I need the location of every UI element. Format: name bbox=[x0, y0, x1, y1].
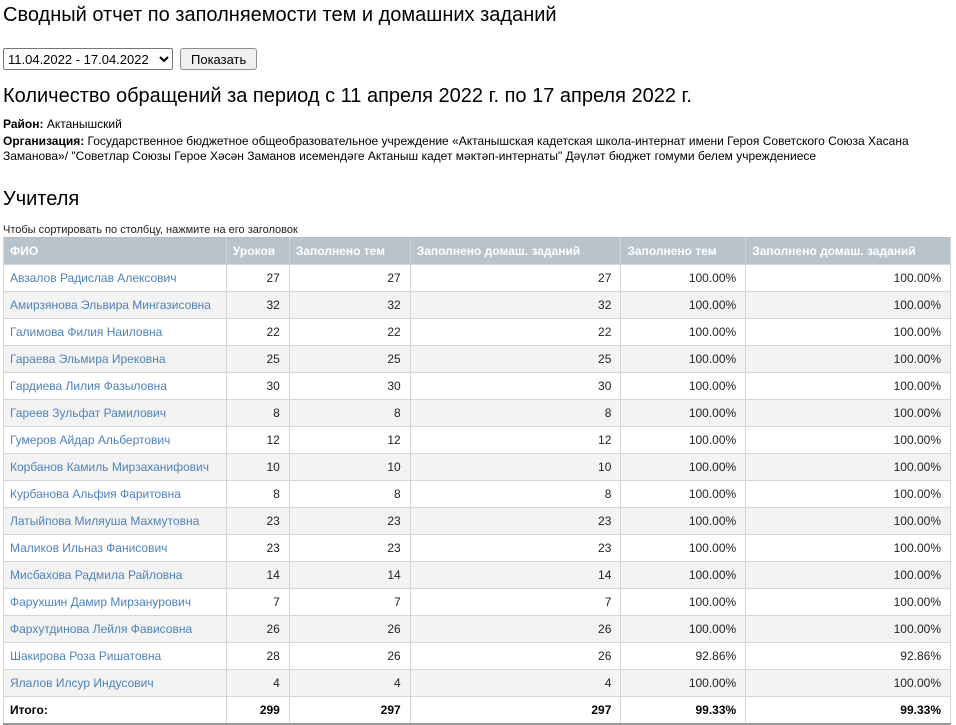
value-cell: 100.00% bbox=[746, 480, 951, 507]
table-row bbox=[4, 534, 951, 561]
total-value-cell: 99.33% bbox=[621, 696, 746, 724]
table-row bbox=[4, 588, 951, 615]
value-cell: 100.00% bbox=[621, 291, 746, 318]
teacher-name-link[interactable]: Гумеров Айдар Альбертович bbox=[10, 432, 171, 447]
value-cell: 92.86% bbox=[621, 642, 746, 669]
table-header-row bbox=[4, 237, 951, 264]
value-cell: 27 bbox=[289, 264, 410, 291]
value-cell: 23 bbox=[226, 534, 289, 561]
district-line bbox=[3, 117, 953, 133]
teacher-name-cell bbox=[4, 426, 227, 453]
value-cell: 26 bbox=[289, 615, 410, 642]
value-cell: 100.00% bbox=[746, 291, 951, 318]
value-cell: 100.00% bbox=[621, 426, 746, 453]
value-cell: 23 bbox=[226, 507, 289, 534]
teacher-name-cell bbox=[4, 669, 227, 696]
table-row bbox=[4, 399, 951, 426]
value-cell: 4 bbox=[410, 669, 621, 696]
value-cell: 23 bbox=[410, 507, 621, 534]
table-row bbox=[4, 426, 951, 453]
teacher-name-cell bbox=[4, 615, 227, 642]
value-cell: 8 bbox=[289, 399, 410, 426]
value-cell: 8 bbox=[410, 399, 621, 426]
total-row bbox=[4, 696, 951, 724]
report-meta bbox=[3, 117, 953, 165]
value-cell: 100.00% bbox=[621, 480, 746, 507]
organization-line bbox=[3, 134, 953, 165]
value-cell: 7 bbox=[226, 588, 289, 615]
value-cell: 22 bbox=[289, 318, 410, 345]
value-cell: 100.00% bbox=[746, 345, 951, 372]
value-cell: 23 bbox=[410, 534, 621, 561]
sort-hint: Чтобы сортировать по столбцу, нажмите на его заголовок bbox=[3, 223, 298, 236]
value-cell: 8 bbox=[289, 480, 410, 507]
table-row bbox=[4, 642, 951, 669]
value-cell: 100.00% bbox=[746, 669, 951, 696]
value-cell: 14 bbox=[226, 561, 289, 588]
value-cell: 100.00% bbox=[621, 264, 746, 291]
value-cell: 100.00% bbox=[746, 264, 951, 291]
value-cell: 26 bbox=[410, 615, 621, 642]
teacher-name-link[interactable]: Фархутдинова Лейля Фависовна bbox=[10, 621, 193, 636]
value-cell: 8 bbox=[410, 480, 621, 507]
value-cell: 30 bbox=[410, 372, 621, 399]
district-label: Район: bbox=[3, 117, 44, 131]
teacher-name-link[interactable]: Амирзянова Эльвира Мингазисовна bbox=[10, 297, 211, 312]
value-cell: 12 bbox=[226, 426, 289, 453]
value-cell: 23 bbox=[289, 534, 410, 561]
organization-label: Организация: bbox=[3, 133, 85, 148]
table-row bbox=[4, 291, 951, 318]
show-button[interactable]: Показать bbox=[180, 48, 257, 70]
teacher-name-link[interactable]: Гардиева Лилия Фазыловна bbox=[10, 378, 167, 393]
total-value-cell: 299 bbox=[226, 696, 289, 724]
teacher-name-cell bbox=[4, 480, 227, 507]
value-cell: 92.86% bbox=[746, 642, 951, 669]
value-cell: 27 bbox=[226, 264, 289, 291]
value-cell: 25 bbox=[289, 345, 410, 372]
period-select[interactable] bbox=[3, 48, 173, 70]
value-cell: 26 bbox=[410, 642, 621, 669]
teacher-name-cell bbox=[4, 453, 227, 480]
value-cell: 30 bbox=[226, 372, 289, 399]
teachers-table bbox=[3, 237, 951, 725]
teacher-name-cell bbox=[4, 534, 227, 561]
value-cell: 14 bbox=[410, 561, 621, 588]
teacher-name-cell bbox=[4, 399, 227, 426]
teacher-name-link[interactable]: Фарухшин Дамир Мирзанурович bbox=[10, 594, 191, 609]
value-cell: 4 bbox=[226, 669, 289, 696]
value-cell: 4 bbox=[289, 669, 410, 696]
value-cell: 100.00% bbox=[746, 507, 951, 534]
teacher-name-cell bbox=[4, 588, 227, 615]
teacher-name-link[interactable]: Галимова Филия Наиловна bbox=[10, 324, 163, 339]
value-cell: 100.00% bbox=[746, 318, 951, 345]
teachers-heading: Учителя bbox=[3, 187, 80, 210]
teacher-name-link[interactable]: Авзалов Радислав Алексович bbox=[10, 270, 177, 285]
teacher-name-cell bbox=[4, 345, 227, 372]
value-cell: 100.00% bbox=[746, 588, 951, 615]
value-cell: 100.00% bbox=[746, 453, 951, 480]
teacher-name-cell bbox=[4, 642, 227, 669]
value-cell: 8 bbox=[226, 399, 289, 426]
district-value: Актанышский bbox=[46, 117, 122, 131]
value-cell: 100.00% bbox=[621, 669, 746, 696]
value-cell: 32 bbox=[289, 291, 410, 318]
column-header-4[interactable]: Заполнено тем bbox=[621, 237, 746, 264]
value-cell: 100.00% bbox=[746, 615, 951, 642]
teacher-name-cell bbox=[4, 318, 227, 345]
teacher-name-cell bbox=[4, 291, 227, 318]
value-cell: 10 bbox=[410, 453, 621, 480]
table-row bbox=[4, 561, 951, 588]
page-title: Сводный отчет по заполняемости тем и домашних заданий bbox=[3, 4, 557, 26]
teacher-name-cell bbox=[4, 264, 227, 291]
value-cell: 27 bbox=[410, 264, 621, 291]
table-row bbox=[4, 615, 951, 642]
report-page bbox=[0, 4, 956, 725]
total-value-cell: 99.33% bbox=[746, 696, 951, 724]
value-cell: 100.00% bbox=[621, 453, 746, 480]
value-cell: 26 bbox=[289, 642, 410, 669]
teacher-name-link[interactable]: Латыйпова Миляуша Махмутовна bbox=[10, 513, 200, 528]
value-cell: 26 bbox=[226, 615, 289, 642]
value-cell: 100.00% bbox=[746, 426, 951, 453]
teacher-name-cell bbox=[4, 561, 227, 588]
table-row bbox=[4, 669, 951, 696]
total-label-cell: Итого: bbox=[4, 696, 227, 724]
value-cell: 100.00% bbox=[746, 372, 951, 399]
value-cell: 100.00% bbox=[621, 507, 746, 534]
total-value-cell: 297 bbox=[410, 696, 621, 724]
value-cell: 22 bbox=[410, 318, 621, 345]
teacher-name-link[interactable]: Маликов Ильназ Фанисович bbox=[10, 540, 168, 555]
value-cell: 23 bbox=[289, 507, 410, 534]
value-cell: 32 bbox=[226, 291, 289, 318]
value-cell: 30 bbox=[289, 372, 410, 399]
value-cell: 10 bbox=[289, 453, 410, 480]
value-cell: 10 bbox=[226, 453, 289, 480]
value-cell: 7 bbox=[289, 588, 410, 615]
teacher-name-link[interactable]: Курбанова Альфия Фаритовна bbox=[10, 486, 181, 501]
column-header-5[interactable]: Заполнено домаш. заданий bbox=[746, 237, 951, 264]
value-cell: 32 bbox=[410, 291, 621, 318]
value-cell: 12 bbox=[410, 426, 621, 453]
table-row bbox=[4, 264, 951, 291]
value-cell: 100.00% bbox=[621, 345, 746, 372]
value-cell: 22 bbox=[226, 318, 289, 345]
value-cell: 7 bbox=[410, 588, 621, 615]
value-cell: 12 bbox=[289, 426, 410, 453]
value-cell: 100.00% bbox=[746, 561, 951, 588]
teacher-name-cell bbox=[4, 372, 227, 399]
teacher-name-link[interactable]: Мисбахова Радмила Райловна bbox=[10, 567, 183, 582]
teacher-name-link[interactable]: Ялалов Илсур Индусович bbox=[10, 675, 154, 690]
table-row bbox=[4, 453, 951, 480]
report-heading: Количество обращений за период с 11 апреля 2022 г. по 17 апреля 2022 г. bbox=[3, 85, 692, 107]
value-cell: 100.00% bbox=[621, 372, 746, 399]
value-cell: 25 bbox=[410, 345, 621, 372]
value-cell: 25 bbox=[226, 345, 289, 372]
value-cell: 28 bbox=[226, 642, 289, 669]
value-cell: 100.00% bbox=[621, 561, 746, 588]
table-row bbox=[4, 345, 951, 372]
teacher-name-link[interactable]: Гараева Эльмира Ирековна bbox=[10, 351, 166, 366]
column-header-2[interactable]: Заполнено тем bbox=[289, 237, 410, 264]
table-row bbox=[4, 480, 951, 507]
table-row bbox=[4, 318, 951, 345]
value-cell: 100.00% bbox=[621, 399, 746, 426]
column-header-3[interactable]: Заполнено домаш. заданий bbox=[410, 237, 621, 264]
value-cell: 14 bbox=[289, 561, 410, 588]
organization-value: Государственное бюджетное общеобразовательное учреждение «Актанышская кадетская школа-интернат имени Героя Советского Союза Хасана Заманова»/ "Советлар Союзы Герое Хәсән Заманов исемендәге Актаныш кадет мәктәп-интернаты" Дәүләт бюджет гомуми белем учреждениесе bbox=[3, 133, 909, 164]
value-cell: 8 bbox=[226, 480, 289, 507]
value-cell: 100.00% bbox=[621, 588, 746, 615]
teacher-name-link[interactable]: Шакирова Роза Ришатовна bbox=[10, 648, 162, 663]
table-row bbox=[4, 507, 951, 534]
value-cell: 100.00% bbox=[746, 399, 951, 426]
teacher-name-link[interactable]: Гареев Зульфат Рамилович bbox=[10, 405, 166, 420]
column-header-1[interactable]: Уроков bbox=[226, 237, 289, 264]
value-cell: 100.00% bbox=[746, 534, 951, 561]
value-cell: 100.00% bbox=[621, 534, 746, 561]
table-row bbox=[4, 372, 951, 399]
total-value-cell: 297 bbox=[289, 696, 410, 724]
column-header-0[interactable]: ФИО bbox=[4, 237, 227, 264]
teacher-name-cell bbox=[4, 507, 227, 534]
period-controls bbox=[3, 48, 953, 70]
value-cell: 100.00% bbox=[621, 615, 746, 642]
value-cell: 100.00% bbox=[621, 318, 746, 345]
teacher-name-link[interactable]: Корбанов Камиль Мирзаханифович bbox=[10, 459, 209, 474]
